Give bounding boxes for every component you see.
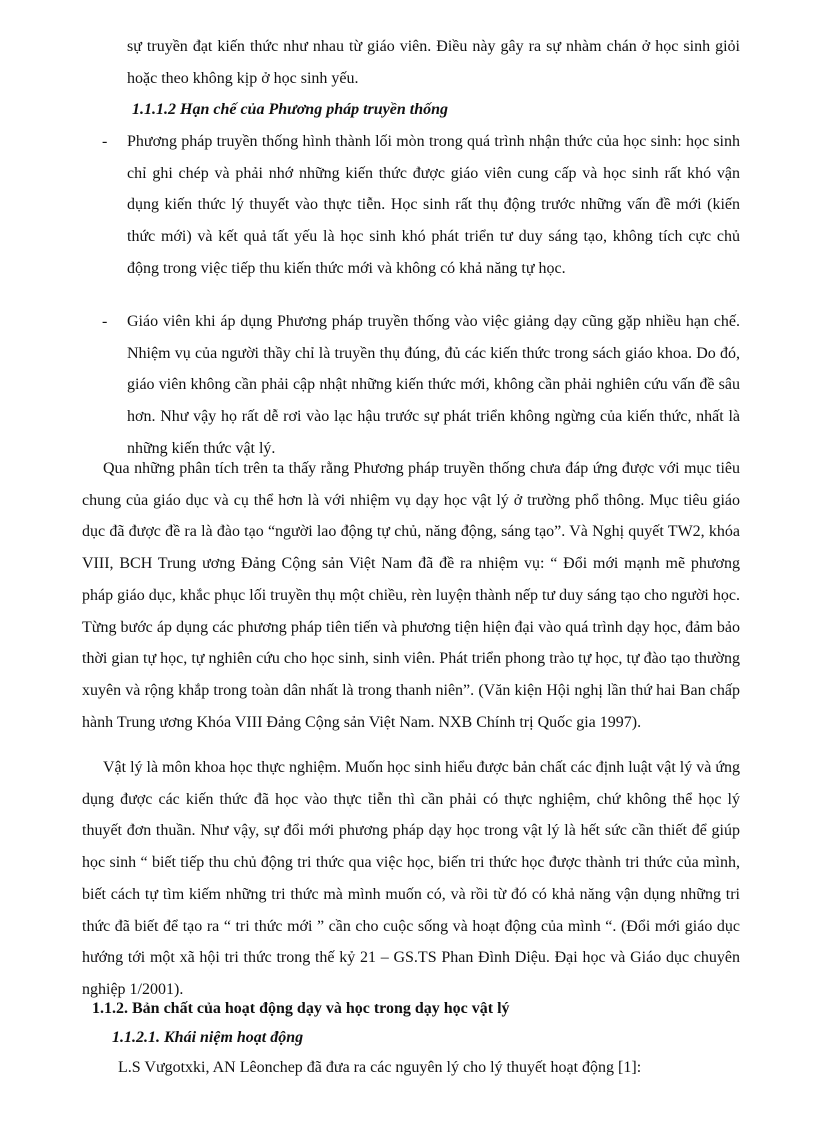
bullet-dash: - <box>102 133 108 150</box>
section-heading-1-1-2-1: 1.1.2.1. Khái niệm hoạt động <box>112 1029 304 1046</box>
body-paragraph: Qua những phân tích trên ta thấy rằng Phương pháp truyền thống chưa đáp ứng được với mục tiêu chung của giáo dục và cụ thể hơn là với nhiệm vụ dạy học vật lý ở trường phổ thông. Mục tiêu giáo dục đã được đề ra là đào tạo “người lao động tự chủ, năng động, sáng tạo”. Và Nghị quyết TW2, khóa VIII, BCH Trung ương Đảng Cộng sản Việt Nam đã đề ra nhiệm vụ: “ Đổi mới mạnh mẽ phương pháp giáo dục, khắc phục lối truyền thụ một chiều, rèn luyện thành nếp tư duy sáng tạo cho người học. Từng bước áp dụng các phương pháp tiên tiến và phương tiện hiện đại vào quá trình dạy học, đảm bảo thời gian tự học, tự nghiên cứu cho học sinh, sinh viên. Phát triển phong trào tự học, tự đào tạo thường xuyên và rộng khắp trong toàn dân nhất là trong thanh niên”. (Văn kiện Hội nghị lần thứ hai Ban chấp hành Trung ương Khóa VIII Đảng Cộng sản Việt Nam. NXB Chính trị Quốc gia 1997). <box>82 460 740 731</box>
section-heading-1-1-2: 1.1.2. Bản chất của hoạt động dạy và học trong dạy học vật lý <box>92 1000 510 1017</box>
list-item-text: Phương pháp truyền thống hình thành lối mòn trong quá trình nhận thức của học sinh: học sinh chỉ ghi chép và phải nhớ những kiến thức được giáo viên cung cấp và học sinh rất khó vận dụng kiến thức lý thuyết vào thực tiễn. Học sinh rất thụ động trước những vấn đề mới (kiến thức mới) và kết quả tất yếu là học sinh khó phát triển tư duy sáng tạo, không tích cực chủ động trong việc tiếp thu kiến thức mới và không có khả năng tự học. <box>127 133 740 277</box>
bullet-dash: - <box>102 313 108 330</box>
body-paragraph: Vật lý là môn khoa học thực nghiệm. Muốn học sinh hiểu được bản chất các định luật vật lý và ứng dụng được các kiến thức đã học vào thực tiễn thì cần phải có thực nghiệm, chứ không thể học lý thuyết đơn thuần. Như vậy, sự đổi mới phương pháp dạy học trong vật lý là hết sức cần thiết để giúp học sinh “ biết tiếp thu chủ động tri thức qua việc học, biến tri thức học được thành tri thức của mình, biết cách tự tìm kiếm những tri thức mà mình muốn có, và rồi từ đó có khả năng vận dụng những tri thức đã biết để tạo ra “ tri thức mới ” cần cho cuộc sống và hoạt động của mình “. (Đổi mới giáo dục hướng tới một xã hội tri thức trong thế kỷ 21 – GS.TS Phan Đình Diệu. Đại học và Giáo dục chuyên nghiệp 1/2001). <box>82 759 740 998</box>
section-heading-1-1-1-2: 1.1.1.2 Hạn chế của Phương pháp truyền thống <box>132 101 448 118</box>
list-item-text: Giáo viên khi áp dụng Phương pháp truyền thống vào việc giảng dạy cũng gặp nhiều hạn chế. Nhiệm vụ của người thầy chỉ là truyền thụ đúng, đủ các kiến thức trong sách giáo khoa. Do đó, giáo viên không cần phải cập nhật những kiến thức mới, không cần phải nghiên cứu vấn đề sâu hơn. Như vậy họ rất dễ rơi vào lạc hậu trước sự phát triển không ngừng của kiến thức, nhất là những kiến thức vật lý. <box>127 313 740 457</box>
body-paragraph: L.S Vưgotxki, AN Lêonchep đã đưa ra các nguyên lý cho lý thuyết hoạt động [1]: <box>118 1059 642 1076</box>
list-item <box>102 306 740 465</box>
list-item <box>102 126 740 285</box>
continuation-paragraph: sự truyền đạt kiến thức như nhau từ giáo viên. Điều này gây ra sự nhàm chán ở học sinh giỏi hoặc theo không kịp ở học sinh yếu. <box>127 38 740 87</box>
